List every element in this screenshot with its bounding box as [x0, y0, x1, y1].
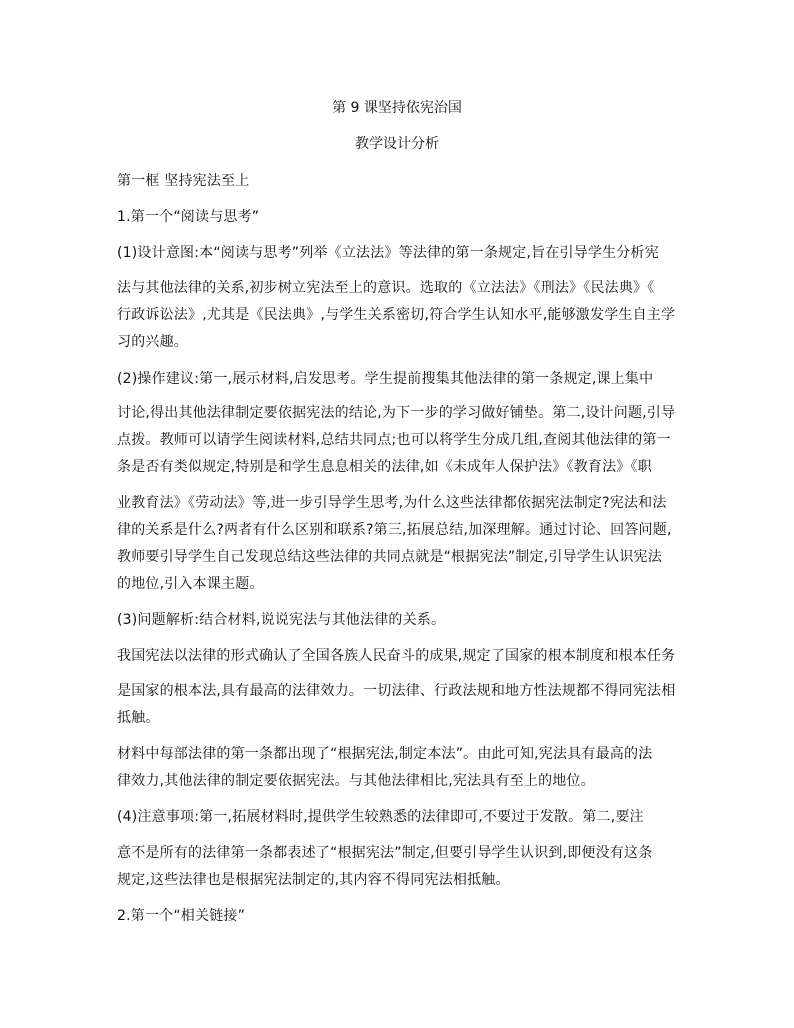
paragraph-2-line: 律的关系是什么?两者有什么区别和联系?第三,拓展总结,加深理解。通过讨论、回答问题, [117, 522, 672, 538]
paragraph-4-line: 是国家的根本法,具有最高的法律效力。一切法律、行政法规和地方性法规都不得同宪法相 [117, 683, 676, 699]
paragraph-2-line: 点拨。教师可以请学生阅读材料,总结共同点;也可以将学生分成几组,查阅其他法律的第一 [117, 432, 671, 448]
paragraph-5-line: 律效力,其他法律的制定要依据宪法。与其他法律相比,宪法具有至上的地位。 [117, 773, 595, 789]
paragraph-2-line: 教师要引导学生自己发现总结这些法律的共同点就是“根据宪法”制定,引导学生认识宪法 [117, 549, 662, 565]
paragraph-1-line: 法与其他法律的关系,初步树立宪法至上的意识。选取的《立法法》《刑法》《民法典》《 [117, 280, 655, 296]
paragraph-5-line: 材料中每部法律的第一条都出现了“根据宪法,制定本法”。由此可知,宪法具有最高的法 [117, 746, 653, 762]
paragraph-6-line: 意不是所有的法律第一条都表述了“根据宪法”制定,但要引导学生认识到,即便没有这条 [117, 845, 653, 861]
paragraph-2-line: 条是否有类似规定,特别是和学生息息相关的法律,如《未成年人保护法》《教育法》《职 [117, 459, 652, 475]
item-heading-2: 2.第一个“相关链接” [117, 908, 246, 924]
paragraph-1-line: (1)设计意图:本“阅读与思考”列举《立法法》等法律的第一条规定,旨在引导学生分析宪 [117, 245, 659, 261]
paragraph-3-line: (3)问题解析:结合材料,说说宪法与其他法律的关系。 [117, 612, 446, 628]
document-subtitle: 教学设计分析 [355, 136, 439, 152]
document-title: 第 9 课坚持依宪治国 [332, 100, 462, 116]
paragraph-2-line: 的地位,引入本课主题。 [117, 576, 264, 592]
paragraph-4-line: 抵触。 [117, 710, 160, 726]
paragraph-1-line: 行政诉讼法》,尤其是《民法典》,与学生关系密切,符合学生认知水平,能够激发学生自主学 [117, 307, 676, 323]
paragraph-6-line: (4)注意事项:第一,拓展材料时,提供学生较熟悉的法律即可,不要过于发散。第二,要注 [117, 809, 644, 825]
paragraph-1-line: 习的兴趣。 [117, 334, 188, 350]
paragraph-2-line: 讨论,得出其他法律制定要依据宪法的结论,为下一步的学习做好铺垫。第二,设计问题,引导 [117, 405, 676, 421]
section-heading: 第一框 坚持宪法至上 [117, 173, 250, 189]
paragraph-2-line: (2)操作建议:第一,展示材料,启发思考。学生提前搜集其他法律的第一条规定,课上集中 [117, 371, 654, 387]
paragraph-6-line: 规定,这些法律也是根据宪法制定的,其内容不得同宪法相抵触。 [117, 872, 510, 888]
item-heading-1: 1.第一个“阅读与思考” [117, 209, 260, 225]
paragraph-2-line: 业教育法》《劳动法》等,进一步引导学生思考,为什么这些法律都依据宪法制定?宪法和法 [117, 495, 667, 511]
paragraph-4-line: 我国宪法以法律的形式确认了全国各族人民奋斗的成果,规定了国家的根本制度和根本任务 [117, 648, 676, 664]
